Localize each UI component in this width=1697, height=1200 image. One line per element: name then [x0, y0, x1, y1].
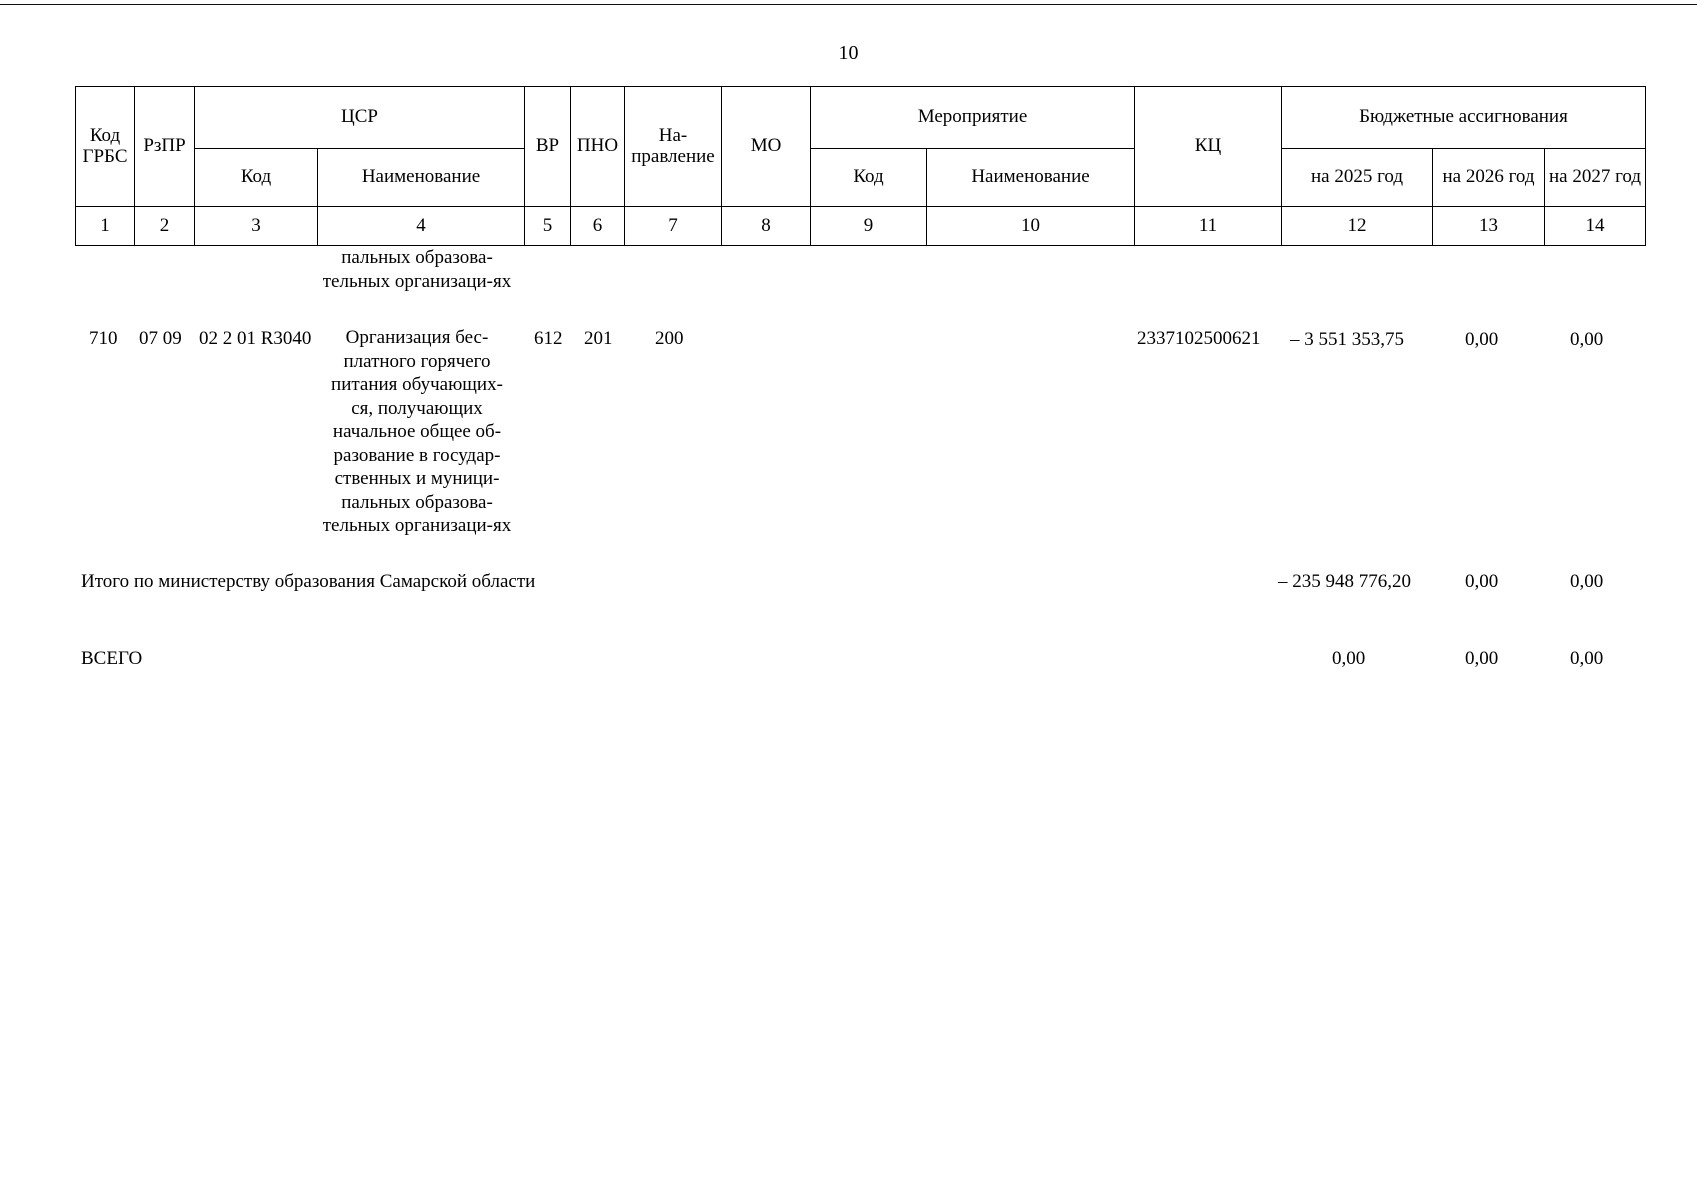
- continuation-text: пальных образова-тельных организаци-ях: [322, 247, 512, 292]
- row-csr-name: Организация бес-платного горячего питания обучающих-ся, получающих начальное общее об-разование в государ-ственных и муници-пальных образова-тельных организаци-ях: [322, 327, 512, 536]
- col-header-kod-grbs: Код ГРБС: [76, 87, 135, 207]
- table-header: [75, 86, 1646, 246]
- col-number: 8: [722, 207, 811, 246]
- row-kc: 2337102500621: [1137, 328, 1261, 349]
- col-header-vr: ВР: [525, 87, 571, 207]
- col-header-kc: КЦ: [1135, 87, 1282, 207]
- total-ministry-2027: 0,00: [1570, 571, 1604, 592]
- col-header-meropriyatie: Мероприятие: [811, 87, 1135, 149]
- col-number: 10: [927, 207, 1135, 246]
- col-header-mer-kod: Код: [811, 149, 927, 207]
- col-number: 2: [135, 207, 195, 246]
- col-header-pno: ПНО: [571, 87, 625, 207]
- col-header-napravlenie: На-правление: [625, 87, 722, 207]
- col-number: 12: [1282, 207, 1433, 246]
- col-header-mo: МО: [722, 87, 811, 207]
- top-rule: [0, 4, 1697, 5]
- row-pno: 201: [584, 328, 613, 349]
- total-all-label: ВСЕГО: [81, 648, 143, 669]
- page-number: 10: [838, 42, 859, 64]
- col-header-csr: ЦСР: [195, 87, 525, 149]
- col-number: 14: [1545, 207, 1646, 246]
- col-header-2027: на 2027 год: [1545, 149, 1646, 207]
- col-header-mer-name: Наименование: [927, 149, 1135, 207]
- row-csr-kod: 02 2 01 R3040: [199, 328, 312, 349]
- row-rzpr: 07 09: [139, 328, 182, 349]
- col-number: 3: [195, 207, 318, 246]
- col-number: 13: [1433, 207, 1545, 246]
- row-2026: 0,00: [1465, 329, 1499, 350]
- total-all-2026: 0,00: [1465, 648, 1499, 669]
- row-grbs: 710: [89, 328, 118, 349]
- col-header-2026: на 2026 год: [1433, 149, 1545, 207]
- total-ministry-label: Итого по министерству образования Самарской области: [81, 571, 536, 592]
- total-ministry-2025: – 235 948 776,20: [1278, 571, 1411, 592]
- col-header-budget: Бюджетные ассигнования: [1282, 87, 1646, 149]
- col-number: 7: [625, 207, 722, 246]
- total-all-2027: 0,00: [1570, 648, 1604, 669]
- col-header-csr-name: Наименование: [318, 149, 525, 207]
- col-number: 11: [1135, 207, 1282, 246]
- col-number: 6: [571, 207, 625, 246]
- col-header-csr-kod: Код: [195, 149, 318, 207]
- row-vr: 612: [534, 328, 563, 349]
- col-number: 1: [76, 207, 135, 246]
- row-2027: 0,00: [1570, 329, 1604, 350]
- col-number: 4: [318, 207, 525, 246]
- col-number: 5: [525, 207, 571, 246]
- row-2025: – 3 551 353,75: [1290, 329, 1404, 350]
- total-ministry-2026: 0,00: [1465, 571, 1499, 592]
- row-napravlenie: 200: [655, 328, 684, 349]
- col-number: 9: [811, 207, 927, 246]
- col-header-2025: на 2025 год: [1282, 149, 1433, 207]
- col-header-rzpr: РзПР: [135, 87, 195, 207]
- total-all-2025: 0,00: [1332, 648, 1366, 669]
